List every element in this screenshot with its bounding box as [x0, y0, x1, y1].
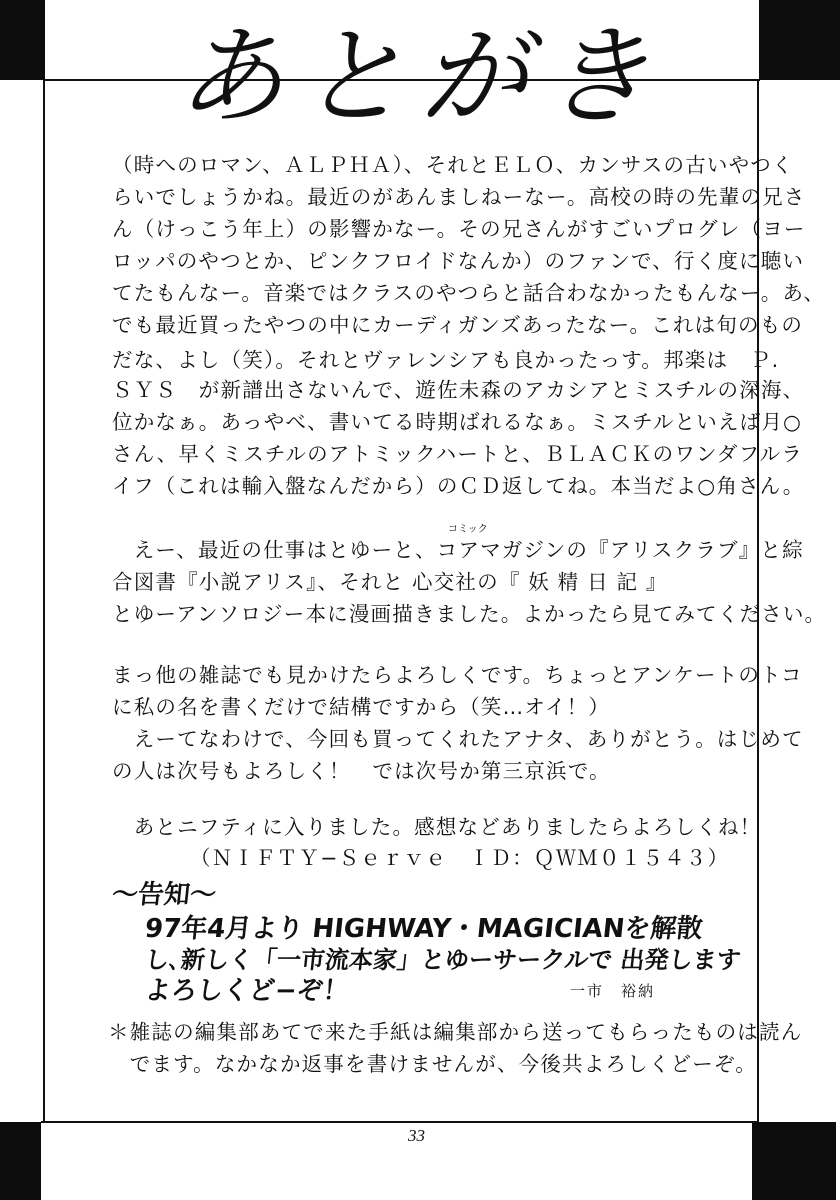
paragraph-1-line: ロッパのやつとか、ピンクフロイドなんか）のファンで、行く度に聴い	[112, 249, 805, 273]
paragraph-1-line: 位かなぁ。あっやべ、書いてる時期ばれるなぁ。ミスチルといえば月○	[112, 410, 803, 434]
notice-line: よろしくど−ぞ！	[143, 976, 351, 1006]
corner-block-bottom-left	[0, 1122, 41, 1200]
notice-line: 97年4月より HIGHWAY・MAGICIANを解散	[143, 914, 705, 944]
paragraph-2-line: えー、最近の仕事はとゆーと、コアマガジンの『アリスクラブ』と綜	[112, 538, 804, 562]
paragraph-1-line: だな、よし（笑）。それとヴァレンシアも良かったっす。邦楽は Ｐ.	[112, 348, 780, 372]
paragraph-1-line: さん、早くミスチルのアトミックハートと、ＢＬＡＣＫのワンダフルラ	[112, 442, 803, 466]
paragraph-2-line: 合図書『小説アリス』、それと 心交社の『 妖 精 日 記 』	[112, 570, 668, 594]
page-title-text: あとがき	[175, 15, 664, 140]
paragraph-4-line: あとニフティに入りました。感想などありましたらよろしくね！	[112, 815, 762, 839]
notice-line: し､新しく「一市流本家」とゆーサークルで 出発します	[143, 946, 743, 974]
paragraph-1-line: ん（けっこう年上）の影響かなー。その兄さんがすごいプログレ（ヨー	[112, 217, 806, 241]
footnote-line: ＊雑誌の編集部あてで来た手紙は編集部から送ってもらったものは読ん	[108, 1020, 803, 1044]
paragraph-3-line: えーてなわけで、今回も買ってくれたアナタ、ありがとう。はじめて	[112, 727, 804, 751]
paragraph-3-line: に私の名を書くだけで結構ですから（笑…オイ！）	[112, 695, 611, 719]
paragraph-1-line: らいでしょうかね。最近のがあんましねーなー。高校の時の先輩の兄さ	[112, 185, 806, 209]
notice-heading: 〜告知〜	[110, 880, 218, 910]
paragraph-1-line: （時へのロマン、ＡＬＰＨＡ）、それとＥＬＯ、カンサスの古いやつく	[112, 153, 794, 177]
paragraph-2-line: とゆーアンソロジー本に漫画描きました。よかったら見てみてください。	[112, 602, 827, 626]
page-number: 33	[408, 1126, 425, 1145]
paragraph-1-line: でも最近買ったやつの中にカーディガンズあったなー。これは旬のもの	[112, 313, 804, 337]
frame-line-left	[43, 80, 45, 1123]
paragraph-1-line: ＳＹＳ が新譜出さないんで、遊佐未森のアカシアとミスチルの深海、	[112, 378, 805, 402]
frame-line-bottom	[41, 1121, 757, 1123]
page-title	[0, 15, 840, 140]
ruby-annotation: コミック	[448, 524, 488, 535]
paragraph-1-line: てたもんなー。音楽ではクラスのやつらと話合わなかったもんなー。あ、	[112, 281, 826, 305]
paragraph-1-line: イフ（これは輸入盤なんだから）のＣＤ返してね。本当だよ○角さん。	[112, 474, 805, 498]
nifty-id-line: （ＮＩＦＴＹ−Ｓｅｒｖｅ ＩＤ：ＱＷＭ０１５４３）	[190, 846, 730, 870]
notice-signature: 一市 裕納	[570, 982, 656, 1000]
paragraph-3-line: まっ他の雑誌でも見かけたらよろしくです。ちょっとアンケートのトコ	[112, 663, 803, 687]
corner-block-bottom-right	[752, 1122, 836, 1200]
footnote-line: でます。なかなか返事を書けませんが、今後共よろしくどーぞ。	[108, 1052, 757, 1076]
paragraph-3-line: の人は次号もよろしく！ では次号か第三京浜で。	[112, 759, 611, 783]
